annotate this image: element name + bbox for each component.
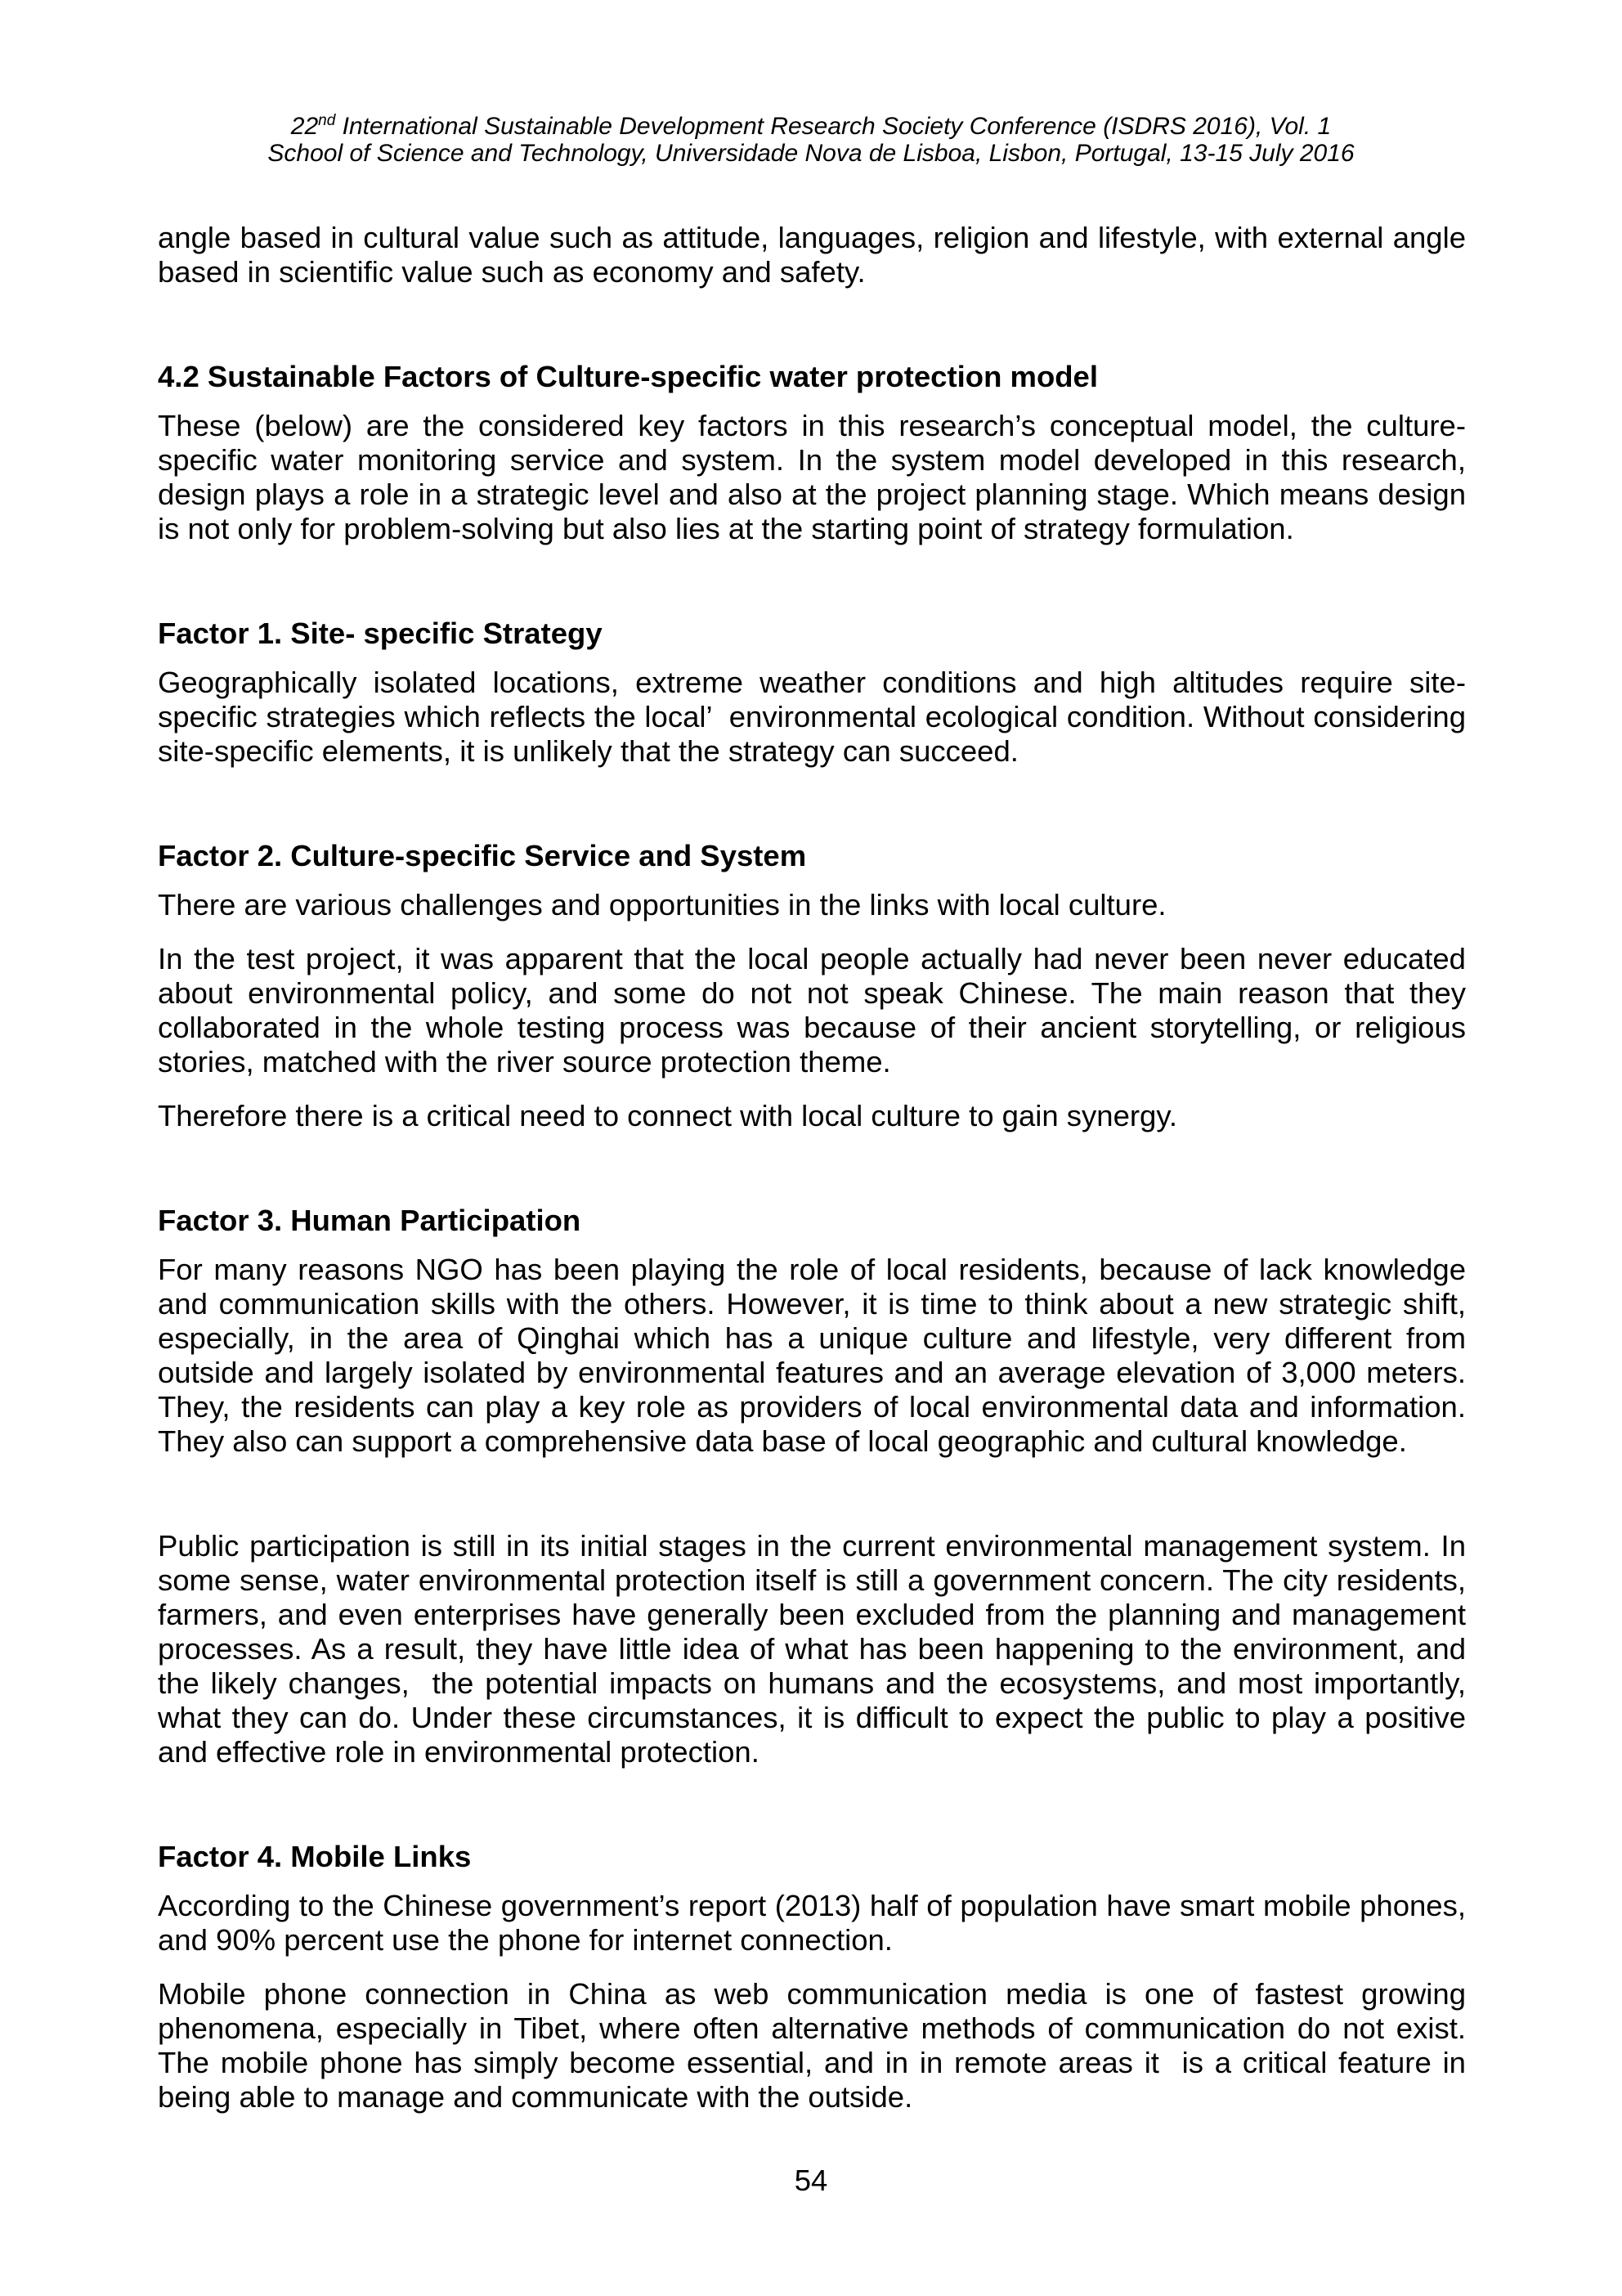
factor-1-paragraph: Geographically isolated locations, extreme weather conditions and high altitudes require site-specific strategies which reflects the local’ environmental ecological condition. Without considering site-specific elements, it is unlikely that the strategy can succeed.: [158, 666, 1475, 768]
factor-2-heading: Factor 2. Culture-specific Service and System: [158, 839, 807, 872]
factor-3-heading: Factor 3. Human Participation: [158, 1204, 581, 1237]
header-ordinal-superscript: nd: [318, 112, 336, 129]
page-number: 54: [794, 2164, 828, 2197]
section-4-2-heading: 4.2 Sustainable Factors of Culture-specific water protection model: [158, 360, 1098, 393]
section-4-2-paragraph: These (below) are the considered key factors in this research’s conceptual model, the culture-specific water monitoring service and system. In the system model developed in this research, design plays a role in a strategic level and also at the project planning stage. Which means design is not only for problem-solving but also lies at the starting point of strategy formulation.: [158, 409, 1475, 545]
factor-4-heading: Factor 4. Mobile Links: [158, 1840, 472, 1873]
public-participation-paragraph: Public participation is still in its initial stages in the current environmental management system. In some sense, water environmental protection itself is still a government concern. The city residents, farmers, and even enterprises have generally been excluded from the planning and management processes. As a result, they have little idea of what has been happening to the environment, and the likely changes, the potential impacts on humans and the ecosystems, and most importantly, what they can do. Under these circumstances, it is difficult to expect the public to play a positive and effective role in environmental protection.: [158, 1529, 1475, 1769]
factor-3-paragraph: For many reasons NGO has been playing the role of local residents, because of lack knowledge and communication skills with the others. However, it is time to think about a new strategic shift, especially, in the area of Qinghai which has a unique culture and lifestyle, very different from outside and largely isolated by environmental features and an average elevation of 3,000 meters. They, the residents can play a key role as providers of local environmental data and information. They also can support a comprehensive data base of local geographic and cultural knowledge.: [158, 1253, 1475, 1458]
document-body: [158, 221, 1475, 2114]
header-line-2: School of Science and Technology, Universidade Nova de Lisboa, Lisbon, Portugal, 13-15 July 2016: [267, 140, 1355, 167]
conference-header: [0, 0, 1622, 167]
page-footer: [0, 2164, 1622, 2198]
intro-paragraph: angle based in cultural value such as attitude, languages, religion and lifestyle, with external angle based in scientific value such as economy and safety.: [158, 221, 1475, 289]
factor-2-paragraph-1: There are various challenges and opportunities in the links with local culture.: [158, 888, 1167, 922]
factor-2-paragraph-3: Therefore there is a critical need to connect with local culture to gain synergy.: [158, 1099, 1178, 1132]
factor-4-paragraph-1: According to the Chinese government’s report (2013) half of population have smart mobile phones, and 90% percent use the phone for internet connection.: [158, 1889, 1475, 1957]
factor-1-heading: Factor 1. Site- specific Strategy: [158, 617, 603, 650]
header-line-1: [0, 113, 1622, 140]
header-volume-prefix: 22: [290, 113, 319, 140]
header-line-1-text: International Sustainable Development Research Society Conference (ISDRS 2016), Vol. 1: [335, 113, 1332, 140]
factor-4-paragraph-2: Mobile phone connection in China as web communication media is one of fastest growing phenomena, especially in Tibet, where often alternative methods of communication do not exist. The mobile phone has simply become essential, and in in remote areas it is a critical feature in being able to manage and communicate with the outside.: [158, 1977, 1475, 2114]
factor-2-paragraph-2: In the test project, it was apparent that the local people actually had never been never educated about environmental policy, and some do not not speak Chinese. The main reason that they collaborated in the whole testing process was because of their ancient storytelling, or religious stories, matched with the river source protection theme.: [158, 942, 1475, 1078]
